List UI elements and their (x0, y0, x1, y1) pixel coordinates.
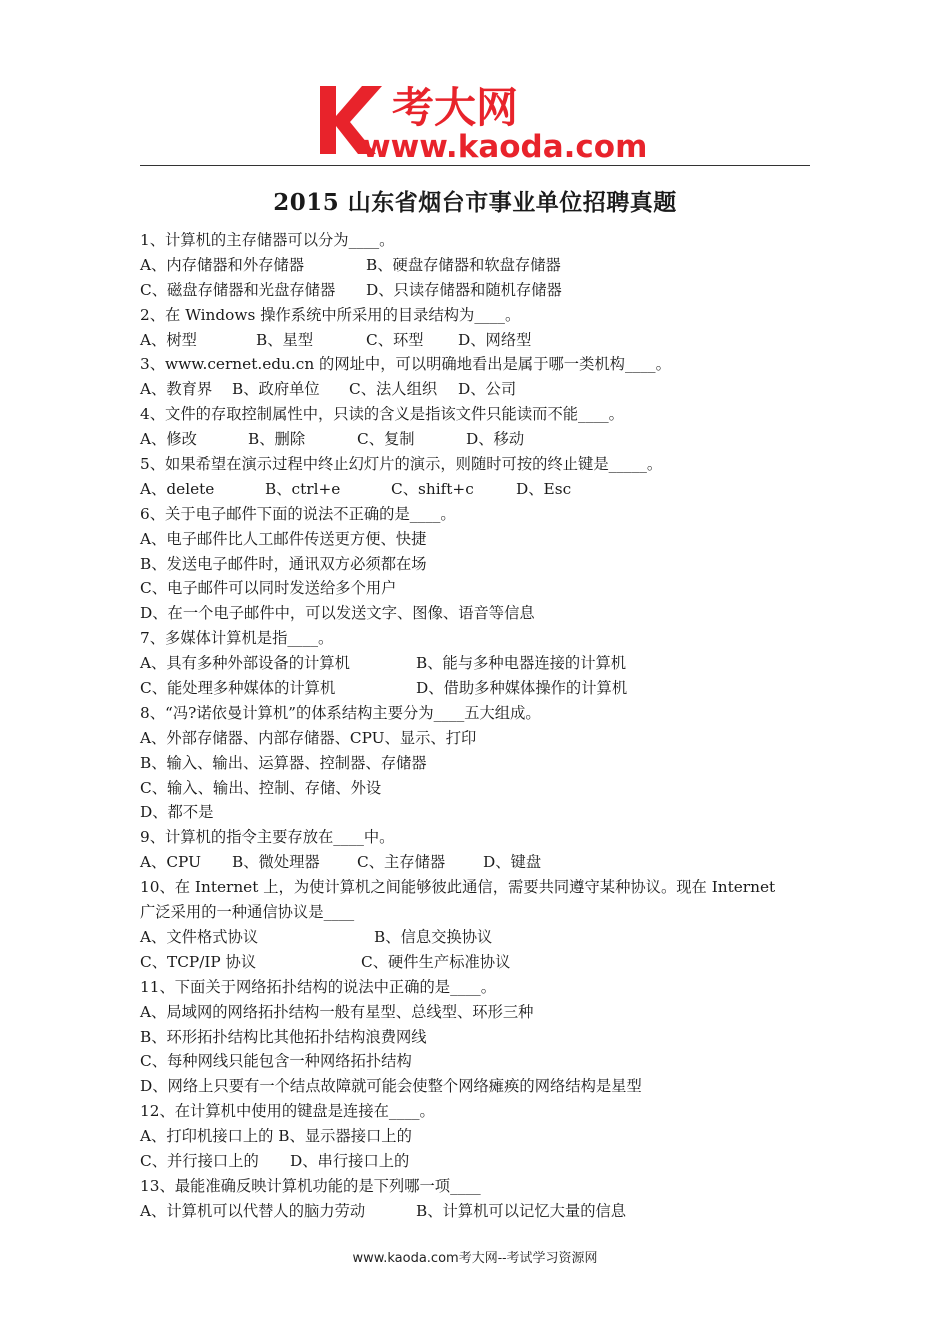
text-line: 1、计算机的主存储器可以分为____。 (140, 231, 395, 249)
logo-brand-cn: 考大网 (392, 83, 519, 132)
option-text: C、复制 (357, 430, 415, 449)
options-row (140, 676, 812, 701)
option-text: A、具有多种外部设备的计算机 (140, 654, 350, 673)
option-text: C、环型 (366, 330, 424, 349)
option-text: A、修改 (140, 430, 197, 449)
text-line: D、在一个电子邮件中，可以发送文字、图像、语音等信息 (140, 604, 535, 623)
text-line: 9、计算机的指令主要存放在____中。 (140, 828, 395, 847)
text-line: A、外部存储器、内部存储器、CPU、显示、打印 (140, 728, 477, 747)
option-text: D、串行接口上的 (290, 1151, 410, 1170)
option-text: B、政府单位 (232, 380, 320, 399)
text-line: C、输入、输出、控制、存储、外设 (140, 778, 382, 797)
text-line: 5、如果希望在演示过程中终止幻灯片的演示，则随时可按的终止键是_____。 (140, 455, 663, 474)
options-row (140, 651, 812, 676)
options-row (140, 377, 812, 402)
text-line: 8、“冯?诺依曼计算机”的体系结构主要分为____五大组成。 (140, 703, 541, 722)
text-line: 4、文件的存取控制属性中，只读的含义是指该文件只能读而不能____。 (140, 405, 624, 424)
option-text: C、能处理多种媒体的计算机 (140, 679, 336, 698)
option-text: B、计算机可以记忆大量的信息 (416, 1201, 627, 1220)
option-text: D、网络型 (458, 330, 532, 349)
text-line: 12、在计算机中使用的键盘是连接在____。 (140, 1102, 435, 1121)
option-text: A、计算机可以代替人的脑力劳动 (140, 1201, 366, 1220)
footer-text: 考大网--考试学习资源网 (458, 1251, 598, 1266)
option-text: A、delete (140, 479, 215, 498)
text-line: C、电子邮件可以同时发送给多个用户 (140, 579, 397, 598)
option-text: B、微处理器 (232, 853, 320, 872)
header-divider (140, 165, 810, 166)
option-text: C、并行接口上的 (140, 1151, 259, 1170)
text-line: 13、最能准确反映计算机功能的是下列哪一项____ (140, 1176, 481, 1195)
option-text: A、内存储器和外存储器 (140, 255, 305, 274)
option-text: C、shift+c (391, 479, 474, 498)
text-line: A、局域网的网络拓扑结构一般有星型、总线型、环形三种 (140, 1002, 534, 1021)
kaoda-logo-graphic (318, 78, 648, 162)
options-row (140, 253, 812, 278)
text-line: 7、多媒体计算机是指____。 (140, 629, 334, 648)
document-title: 2015 山东省烟台市事业单位招聘真题 (273, 189, 677, 216)
options-row (140, 278, 812, 303)
options-row (140, 328, 812, 353)
option-text: D、只读存储器和随机存储器 (366, 280, 562, 299)
option-text: B、ctrl+e (265, 479, 341, 498)
option-text: A、CPU (140, 853, 201, 872)
option-text: D、Esc (516, 479, 572, 498)
text-line: 10、在 Internet 上，为使计算机之间能够彼此通信，需要共同遵守某种协议。现在 Internet (140, 878, 776, 897)
option-text: C、磁盘存储器和光盘存储器 (140, 280, 336, 299)
option-text: C、主存储器 (357, 853, 446, 872)
options-row (140, 427, 812, 452)
options-row (140, 925, 812, 950)
footer-url: www.kaoda.com (352, 1251, 459, 1266)
option-text: A、教育界 (140, 380, 213, 399)
text-line: A、打印机接口上的 B、显示器接口上的 (140, 1127, 412, 1146)
option-text: B、删除 (248, 430, 306, 449)
text-line: C、每种网线只能包含一种网络拓扑结构 (140, 1052, 412, 1071)
text-line: 11、下面关于网络拓扑结构的说法中正确的是____。 (140, 977, 496, 996)
text-line: B、环形拓扑结构比其他拓扑结构浪费网线 (140, 1027, 427, 1046)
option-text: B、能与多种电器连接的计算机 (416, 654, 627, 673)
question-list (140, 228, 812, 1224)
option-text: C、法人组织 (349, 380, 438, 399)
text-line: D、都不是 (140, 803, 214, 822)
logo-brand-url: www.kaoda.com (362, 129, 648, 162)
option-text: C、TCP/IP 协议 (140, 952, 257, 971)
text-line: B、发送电子邮件时，通讯双方必须都在场 (140, 554, 427, 573)
option-text: B、星型 (256, 330, 314, 349)
options-row (140, 1199, 812, 1224)
option-text: A、文件格式协议 (140, 927, 259, 946)
options-row (140, 1149, 812, 1174)
option-text: B、信息交换协议 (374, 927, 493, 946)
option-text: B、硬盘存储器和软盘存储器 (366, 255, 561, 274)
text-line: 2、在 Windows 操作系统中所采用的目录结构为____。 (140, 305, 521, 324)
text-line: D、网络上只要有一个结点故障就可能会使整个网络瘫痪的网络结构是星型 (140, 1077, 642, 1096)
text-line: 3、www.cernet.edu.cn 的网址中，可以明确地看出是属于哪一类机构____。 (140, 355, 671, 374)
option-text: D、公司 (458, 380, 517, 399)
text-line: B、输入、输出、运算器、控制器、存储器 (140, 753, 427, 772)
option-text: D、键盘 (483, 853, 542, 872)
text-line: 6、关于电子邮件下面的说法不正确的是____。 (140, 504, 456, 523)
options-row (140, 477, 812, 502)
options-row (140, 850, 812, 875)
text-line: A、电子邮件比人工邮件传送更方便、快捷 (140, 529, 427, 548)
option-text: D、借助多种媒体操作的计算机 (416, 679, 628, 698)
option-text: D、移动 (466, 430, 525, 449)
kaoda-logo (318, 78, 648, 162)
option-text: C、硬件生产标准协议 (361, 952, 511, 971)
options-row (140, 950, 812, 975)
option-text: A、树型 (140, 330, 197, 349)
text-line: 广泛采用的一种通信协议是____ (140, 903, 355, 922)
page-footer (0, 1247, 950, 1266)
